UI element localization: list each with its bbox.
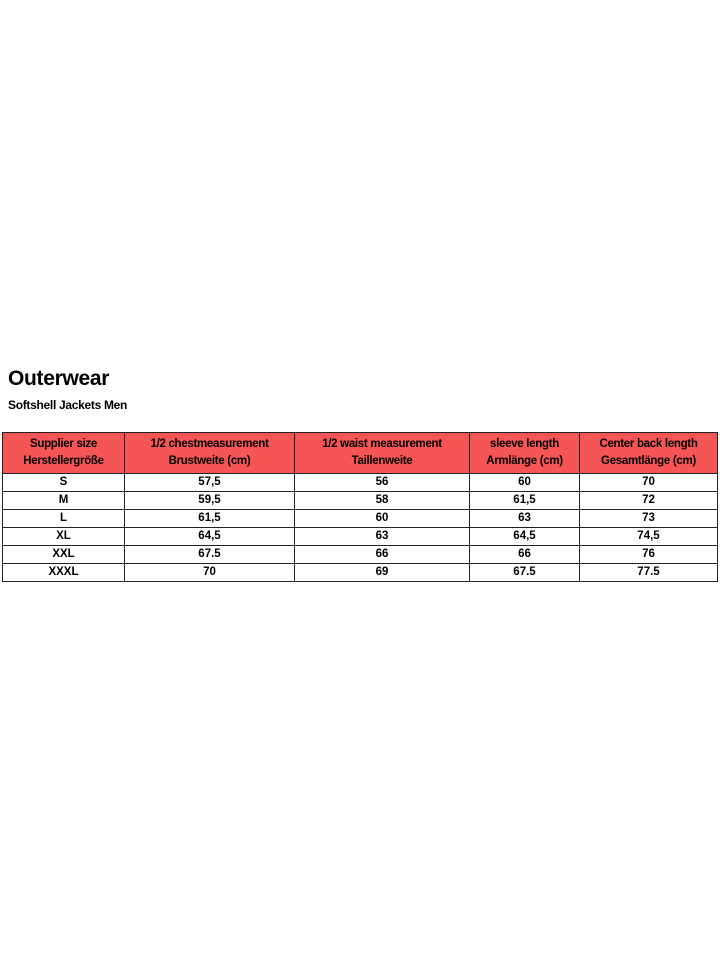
cell-back-length: 73 xyxy=(580,510,718,528)
table-row xyxy=(3,546,718,564)
header-label-de: Taillenweite xyxy=(351,455,413,467)
cell-chest: 61,5 xyxy=(125,510,295,528)
cell-waist: 58 xyxy=(295,492,470,510)
cell-waist: 63 xyxy=(295,528,470,546)
header-label-en: 1/2 chestmeasurement xyxy=(150,438,269,450)
cell-size: XXL xyxy=(3,546,125,564)
cell-sleeve: 64,5 xyxy=(470,528,580,546)
header-label-de: Herstellergröße xyxy=(23,455,104,467)
cell-back-length: 76 xyxy=(580,546,718,564)
table-row xyxy=(3,474,718,492)
cell-size: L xyxy=(3,510,125,528)
cell-back-length: 70 xyxy=(580,474,718,492)
size-chart-table xyxy=(2,432,718,582)
table-row xyxy=(3,510,718,528)
cell-sleeve: 63 xyxy=(470,510,580,528)
cell-chest: 70 xyxy=(125,564,295,582)
header-label-en: Supplier size xyxy=(29,438,98,450)
cell-size: M xyxy=(3,492,125,510)
header-supplier-size xyxy=(3,433,125,474)
table-row xyxy=(3,564,718,582)
header-sleeve-length xyxy=(470,433,580,474)
header-chest xyxy=(125,433,295,474)
cell-waist: 60 xyxy=(295,510,470,528)
header-label-en: sleeve length xyxy=(490,438,559,450)
cell-size: XXXL xyxy=(3,564,125,582)
table-row xyxy=(3,528,718,546)
cell-back-length: 74,5 xyxy=(580,528,718,546)
cell-chest: 57,5 xyxy=(125,474,295,492)
cell-back-length: 72 xyxy=(580,492,718,510)
page-title: Outerwear xyxy=(8,367,110,390)
cell-size: S xyxy=(3,474,125,492)
header-label-en: Center back length xyxy=(599,438,698,450)
cell-waist: 69 xyxy=(295,564,470,582)
cell-sleeve: 60 xyxy=(470,474,580,492)
cell-sleeve: 67.5 xyxy=(470,564,580,582)
cell-chest: 59,5 xyxy=(125,492,295,510)
cell-sleeve: 61,5 xyxy=(470,492,580,510)
cell-size: XL xyxy=(3,528,125,546)
table-header-row xyxy=(3,433,718,474)
header-label-de: Brustweite (cm) xyxy=(168,455,251,467)
cell-sleeve: 66 xyxy=(470,546,580,564)
table-row xyxy=(3,492,718,510)
header-waist xyxy=(295,433,470,474)
cell-chest: 67.5 xyxy=(125,546,295,564)
cell-chest: 64,5 xyxy=(125,528,295,546)
header-label-de: Armlänge (cm) xyxy=(486,455,563,467)
header-label-de: Gesamtlänge (cm) xyxy=(601,455,696,467)
page-subtitle: Softshell Jackets Men xyxy=(8,398,128,412)
cell-waist: 56 xyxy=(295,474,470,492)
cell-back-length: 77.5 xyxy=(580,564,718,582)
header-back-length xyxy=(580,433,718,474)
header-label-en: 1/2 waist measurement xyxy=(322,438,442,450)
cell-waist: 66 xyxy=(295,546,470,564)
